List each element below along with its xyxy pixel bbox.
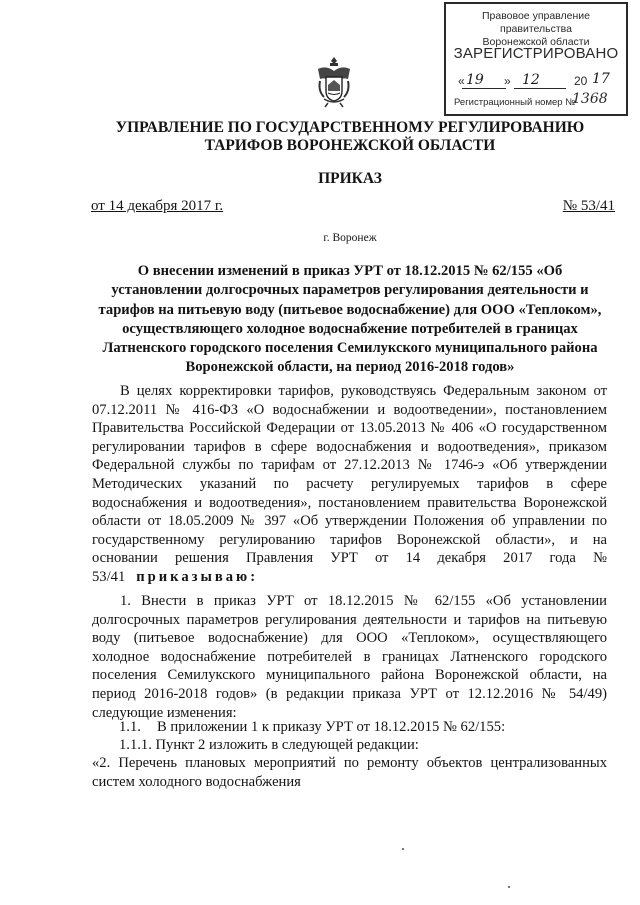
stamp-day: 19 [466, 72, 484, 88]
item-1-1-label: 1.1. [119, 719, 141, 735]
order-word: приказываю: [136, 568, 259, 585]
document-date: от 14 декабря 2017 г. [91, 198, 224, 214]
document-type: ПРИКАЗ [318, 170, 382, 187]
stamp-registered-label: ЗАРЕГИСТРИРОВАНО [453, 45, 619, 62]
registration-stamp: Правовое управление правительства Воронежской области ЗАРЕГИСТРИРОВАНО « 19 » 12 20 17 Регистрационный номер № 1368 [444, 2, 628, 116]
stamp-organization [446, 10, 626, 49]
scan-speck [402, 848, 404, 850]
stamp-reg-number: 1368 [572, 91, 608, 107]
quoted-item-2: «2. Перечень плановых мероприятий по ремонту объектов централизованных систем холодного водоснабжения [92, 755, 607, 790]
stamp-org-line2: Воронежской области [482, 36, 590, 48]
coat-of-arms-icon [314, 55, 354, 109]
organization-title-line2: ТАРИФОВ ВОРОНЕЖСКОЙ ОБЛАСТИ [204, 137, 496, 154]
organization-title-line1: УПРАВЛЕНИЕ ПО ГОСУДАРСТВЕННОМУ РЕГУЛИРОВАНИЮ [115, 119, 585, 136]
document-city: г. Воронеж [323, 232, 377, 244]
stamp-reg-label: Регистрационный номер № [454, 97, 576, 108]
item-1-1-1: 1.1.1. Пункт 2 изложить в следующей редакции: [119, 737, 419, 753]
item-1-1-text: В приложении 1 к приказу УРТ от 18.12.2015 № 62/155: [157, 719, 506, 735]
stamp-year-suffix: 17 [592, 71, 610, 87]
stamp-year-prefix: 20 [574, 74, 588, 88]
document-subject: О внесении изменений в приказ УРТ от 18.12.2015 № 62/155 «Об установлении долгосрочных параметров регулирования деятельности и тарифов на питьевую воду (питьевое водоснабжение) для ООО «Теплоком», осуществляющего холодное водоснабжение потребителей в границах Латненского городского поселения Семилукского муниципального района Воронежской области, на период 2016-2018 годов» [98, 263, 602, 376]
preamble-paragraph [92, 382, 607, 587]
stamp-org-line1: Правовое управление правительства [481, 10, 590, 35]
item-1-paragraph: 1. Внести в приказ УРТ от 18.12.2015 № 62/155 «Об установлении долгосрочных параметров регулирования деятельности и тарифов на питьевую воду (питьевое водоснабжение) для ООО «Теплоком», осуществляющего холодное водоснабжение потребителей в границах Латненского городского поселения Семилукского муниципального района Воронежской области, на период 2016-2018 годов» (в редакции приказа УРТ от 12.12.2016 № 54/49) следующие изменения: [92, 593, 607, 721]
item-1-1 [119, 718, 639, 737]
preamble-text: В целях корректировки тарифов, руководствуясь Федеральным законом от 07.12.2011 № 416-ФЗ «О водоснабжении и водоотведении», постановлением Правительства Российской Федерации от 13.05.2013 № 406 «О государственном регулировании тарифов в сфере водоснабжения и водоотведения», приказом Федеральной службы по тарифам от 27.12.2013 № 1746-э «Об утверждении Методических указаний по расчету регулируемых тарифов в сфере водоснабжения и водоотведения», постановлением правительства Воронежской области от 18.05.2009 № 397 «Об утверждении Положения об управлении по государственному регулированию тарифов Воронежской области», и на основании решения Правления УРТ от 14 декабря 2017 года № 53/41 [92, 383, 607, 585]
document-number: № 53/41 [562, 198, 615, 214]
stamp-month: 12 [522, 72, 540, 88]
stamp-reg-number-row [454, 91, 608, 108]
scan-speck [508, 886, 510, 888]
